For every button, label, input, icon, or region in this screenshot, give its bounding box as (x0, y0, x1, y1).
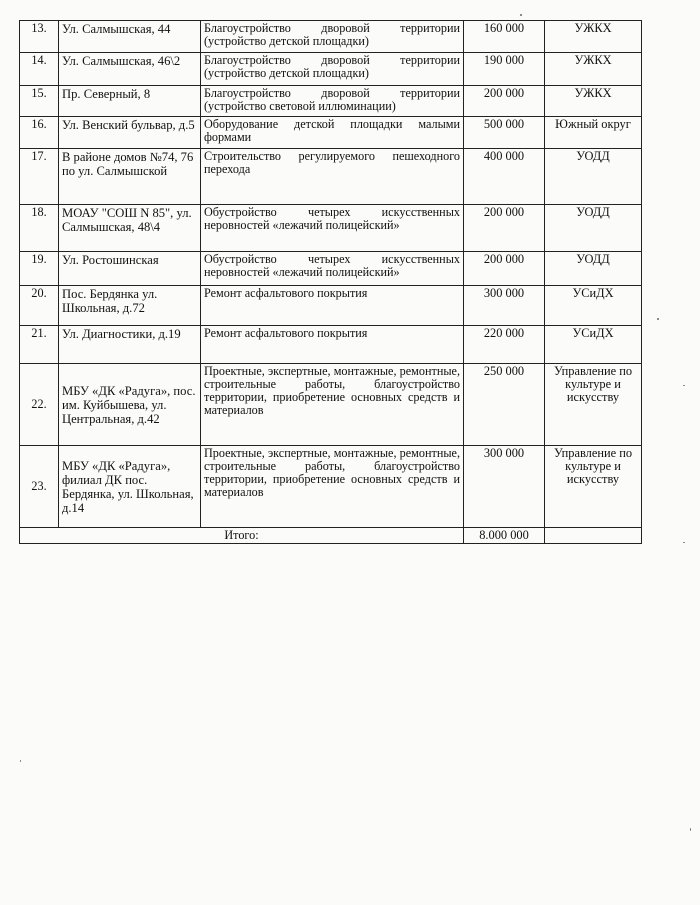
table-row (20, 326, 642, 364)
row-work: Обустройство четырех искусственных неровностей «лежачий полицейский» (201, 252, 464, 286)
total-label: Итого: (20, 528, 464, 544)
works-table (19, 20, 642, 544)
row-address: В районе домов №74, 76 по ул. Салмышской (59, 149, 201, 205)
row-executor: УЖКХ (545, 21, 642, 53)
row-work: Строительство регулируемого пешеходного перехода (201, 149, 464, 205)
table-row (20, 117, 642, 149)
row-number: 15. (20, 86, 59, 117)
row-amount: 400 000 (464, 149, 545, 205)
table-row (20, 252, 642, 286)
row-address: МБУ «ДК «Радуга», пос. им. Куйбышева, ул. Центральная, д.42 (59, 364, 201, 446)
table-row (20, 86, 642, 117)
row-work: Ремонт асфальтового покрытия (201, 326, 464, 364)
row-address: МБУ «ДК «Радуга», филиал ДК пос. Бердянка, ул. Школьная, д.14 (59, 446, 201, 528)
row-amount: 200 000 (464, 86, 545, 117)
row-amount: 200 000 (464, 252, 545, 286)
table-row (20, 364, 642, 446)
row-executor: УОДД (545, 205, 642, 252)
scan-speck (690, 828, 691, 831)
scan-speck (520, 14, 522, 16)
row-address: Ул. Салмышская, 44 (59, 21, 201, 53)
row-address: Ул. Венский бульвар, д.5 (59, 117, 201, 149)
row-address: Ул. Салмышская, 46\2 (59, 53, 201, 86)
row-number: 20. (20, 286, 59, 326)
row-work: Ремонт асфальтового покрытия (201, 286, 464, 326)
row-number: 14. (20, 53, 59, 86)
row-work: Благоустройство дворовой территории (устройство детской площадки) (201, 53, 464, 86)
row-work: Оборудование детской площадки малыми формами (201, 117, 464, 149)
scan-speck (657, 318, 659, 320)
row-executor: УСиДХ (545, 286, 642, 326)
row-executor: УСиДХ (545, 326, 642, 364)
row-address: МОАУ "СОШ N 85", ул. Салмышская, 48\4 (59, 205, 201, 252)
row-amount: 160 000 (464, 21, 545, 53)
row-number: 21. (20, 326, 59, 364)
row-number: 19. (20, 252, 59, 286)
row-work: Обустройство четырех искусственных неровностей «лежачий полицейский» (201, 205, 464, 252)
row-address: Ул. Ростошинская (59, 252, 201, 286)
row-executor: Управление по культуре и искусству (545, 446, 642, 528)
row-amount: 200 000 (464, 205, 545, 252)
row-number: 13. (20, 21, 59, 53)
table-row (20, 446, 642, 528)
row-executor: Южный округ (545, 117, 642, 149)
row-executor: УОДД (545, 149, 642, 205)
scan-speck (683, 542, 685, 543)
row-address: Ул. Диагностики, д.19 (59, 326, 201, 364)
row-number: 18. (20, 205, 59, 252)
table-row (20, 21, 642, 53)
row-address: Пос. Бердянка ул. Школьная, д.72 (59, 286, 201, 326)
row-amount: 190 000 (464, 53, 545, 86)
row-executor: УЖКХ (545, 53, 642, 86)
row-amount: 220 000 (464, 326, 545, 364)
row-amount: 250 000 (464, 364, 545, 446)
row-executor: Управление по культуре и искусству (545, 364, 642, 446)
row-amount: 300 000 (464, 446, 545, 528)
row-address: Пр. Северный, 8 (59, 86, 201, 117)
row-work: Проектные, экспертные, монтажные, ремонтные, строительные работы, благоустройство территории, приобретение основных средств и материалов (201, 446, 464, 528)
row-amount: 500 000 (464, 117, 545, 149)
row-number: 17. (20, 149, 59, 205)
row-number: 23. (20, 446, 59, 528)
row-executor: УЖКХ (545, 86, 642, 117)
table-row (20, 149, 642, 205)
table-row (20, 53, 642, 86)
row-work: Благоустройство дворовой территории (устройство детской площадки) (201, 21, 464, 53)
row-work: Благоустройство дворовой территории (устройство световой иллюминации) (201, 86, 464, 117)
total-executor-empty (545, 528, 642, 544)
table-row (20, 286, 642, 326)
row-number: 16. (20, 117, 59, 149)
total-row (20, 528, 642, 544)
row-work: Проектные, экспертные, монтажные, ремонтные, строительные работы, благоустройство территории, приобретение основных средств и материалов (201, 364, 464, 446)
table-row (20, 205, 642, 252)
scan-speck (683, 385, 685, 386)
row-amount: 300 000 (464, 286, 545, 326)
row-executor: УОДД (545, 252, 642, 286)
total-amount: 8.000 000 (464, 528, 545, 544)
scan-speck (20, 760, 21, 762)
row-number: 22. (20, 364, 59, 446)
